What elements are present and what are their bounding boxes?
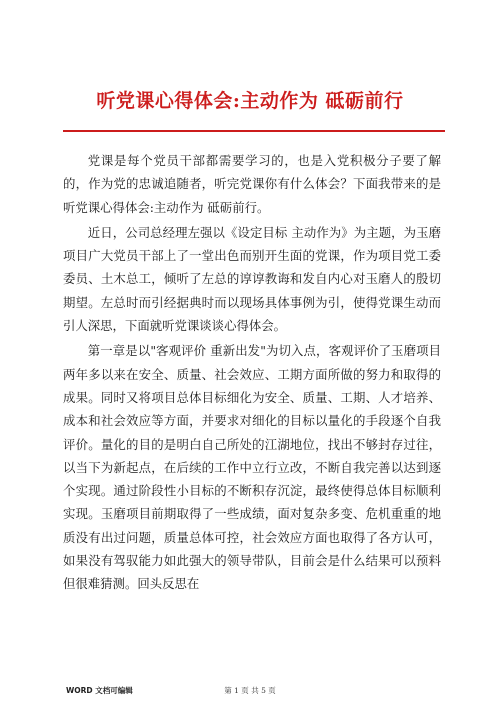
title-underline	[63, 130, 445, 132]
paragraph: 党课是每个党员干部都需要学习的，也是入党积极分子要了解的，作为党的忠诚追随者，听完党课你有什么体会？下面我带来的是听党课心得体会:主动作为 砥砺前行。	[63, 153, 441, 215]
paragraph: 近日，公司总经理左强以《设定目标 主动作为》为主题，为玉磨项目广大党员干部上了一堂出色而别开生面的党课，作为项目党工委委员、土木总工，倾听了左总的谆谆教诲和发自内心对玉磨人的殷切期望。左总时而引经据典时而以现场具体事例为引，使得党课生动而引人深思，下面就听党课谈谈心得体会。	[63, 224, 441, 334]
document-title: 听党课心得体会:主动作为 砥砺前行	[96, 90, 404, 112]
page-number: 第 1 页 共 5 页	[224, 686, 276, 695]
paragraph: 第一章是以"客观评价 重新出发"为切入点，客观评价了玉磨项目两年多以来在安全、质量、社会效应、工期方面所做的努力和取得的成果。同时又将项目总体目标细化为安全、质量、工期、人才培养、成本和社会效应等方面，并要求对细化的目标以量化的手段逐个自我评价。量化的目的是明白自己所处的江湖地位，找出不够封存过往，以当下为新起点，在后续的工作中立行立改，不断自我完善以达到逐个实现。通过阶段性小目标的不断积存沉淀，最终使得总体目标顺利实现。玉磨项目前期取得了一些成绩，面对复杂多变、危机重重的地质没有出过问题，质量总体可控，社会效应方面也取得了各方认可，如果没有驾驭能力如此强大的领导带队，目前会是什么结果可以预料但很难猜测。回头反思在	[63, 343, 441, 592]
document-body	[63, 149, 441, 598]
footer-editable-note: WORD 文档可编辑	[66, 686, 133, 695]
